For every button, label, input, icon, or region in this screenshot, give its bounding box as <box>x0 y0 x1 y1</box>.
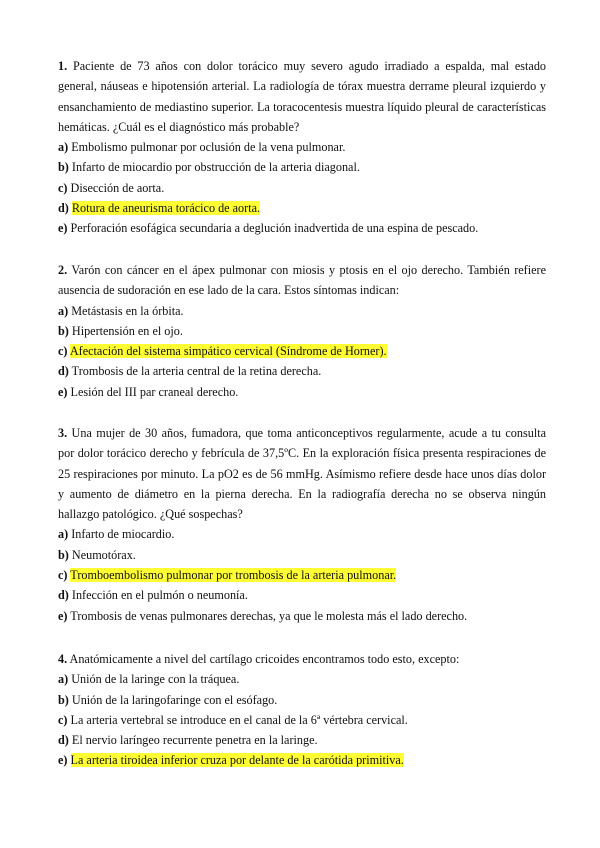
highlighted-answer: Afectación del sistema simpático cervical (Síndrome de Horner). <box>69 344 387 359</box>
question-3 <box>58 423 546 626</box>
option-c-correct: c) Afectación del sistema simpático cervical (Síndrome de Horner). <box>58 344 387 359</box>
option-e: e) Perforación esofágica secundaria a deglución inadvertida de una espina de pescado. <box>58 221 479 236</box>
option-c: c) La arteria vertebral se introduce en el canal de la 6ª vértebra cervical. <box>58 712 408 727</box>
option-e: e) Trombosis de venas pulmonares derechas, ya que le molesta más el lado derecho. <box>58 608 468 623</box>
question-stem <box>58 56 546 137</box>
option-b: b) Hipertensión en el ojo. <box>58 323 183 338</box>
option-b: b) Infarto de miocardio por obstrucción de la arteria diagonal. <box>58 160 360 175</box>
option-e-correct: e) La arteria tiroidea inferior cruza por delante de la carótida primitiva. <box>58 753 404 768</box>
question-text: Anatómicamente a nivel del cartílago cricoides encontramos todo esto, excepto: <box>69 652 460 666</box>
option-b: b) Neumotórax. <box>58 547 136 562</box>
option-a: a) Embolismo pulmonar por oclusión de la vena pulmonar. <box>58 140 346 155</box>
option-a: a) Metástasis en la órbita. <box>58 303 184 318</box>
option-b: b) Unión de la laringofaringe con el esófago. <box>58 692 278 707</box>
option-c-correct: c) Tromboembolismo pulmonar por trombosis de la arteria pulmonar. <box>58 568 397 583</box>
option-e: e) Lesión del III par craneal derecho. <box>58 384 239 399</box>
highlighted-answer: La arteria tiroidea inferior cruza por delante de la carótida primitiva. <box>70 753 404 768</box>
question-stem <box>58 649 546 669</box>
highlighted-answer: Rotura de aneurisma torácico de aorta. <box>71 201 261 216</box>
option-a: a) Infarto de miocardio. <box>58 527 175 542</box>
question-4 <box>58 649 546 771</box>
option-d: d) Trombosis de la arteria central de la retina derecha. <box>58 364 322 379</box>
question-number: 4. <box>58 652 68 666</box>
question-stem <box>58 260 546 301</box>
question-2 <box>58 260 546 402</box>
highlighted-answer: Tromboembolismo pulmonar por trombosis de la arteria pulmonar. <box>70 568 397 583</box>
question-number: 2. <box>58 263 68 277</box>
question-text: Paciente de 73 años con dolor torácico muy severo agudo irradiado a espalda, mal estado general, náuseas e hipotensión arterial. La radiología de tórax muestra derrame pleural izquierdo y ensanchamiento de mediastino superior. La toracocentesis muestra líquido pleural de características hemáticas. ¿Cuál es el diagnóstico más probable? <box>58 59 547 134</box>
option-d-correct: d) Rotura de aneurisma torácico de aorta. <box>58 201 261 216</box>
question-1 <box>58 56 546 239</box>
option-a: a) Unión de la laringe con la tráquea. <box>58 672 240 687</box>
option-d: d) El nervio laríngeo recurrente penetra en la laringe. <box>58 733 318 748</box>
option-c: c) Disección de aorta. <box>58 180 165 195</box>
question-text: Varón con cáncer en el ápex pulmonar con miosis y ptosis en el ojo derecho. También refiere ausencia de sudoración en ese lado de la cara. Estos síntomas indican: <box>58 263 546 298</box>
question-number: 3. <box>58 426 68 440</box>
question-stem <box>58 423 546 524</box>
question-text: Una mujer de 30 años, fumadora, que toma anticonceptivos regularmente, acude a tu consulta por dolor torácico derecho y febrícula de 37,5ºC. En la exploración física presenta respiraciones de 25 respiraciones por minuto. La pO2 es de 56 mmHg. Asímismo refiere desde hace unos días dolor y aumento de diámetro en la pierna derecha. En la radiografía derecha no se observa ningún hallazgo patológico. ¿Qué sospechas? <box>58 426 547 522</box>
question-number: 1. <box>58 59 68 73</box>
option-d: d) Infección en el pulmón o neumonía. <box>58 588 248 603</box>
